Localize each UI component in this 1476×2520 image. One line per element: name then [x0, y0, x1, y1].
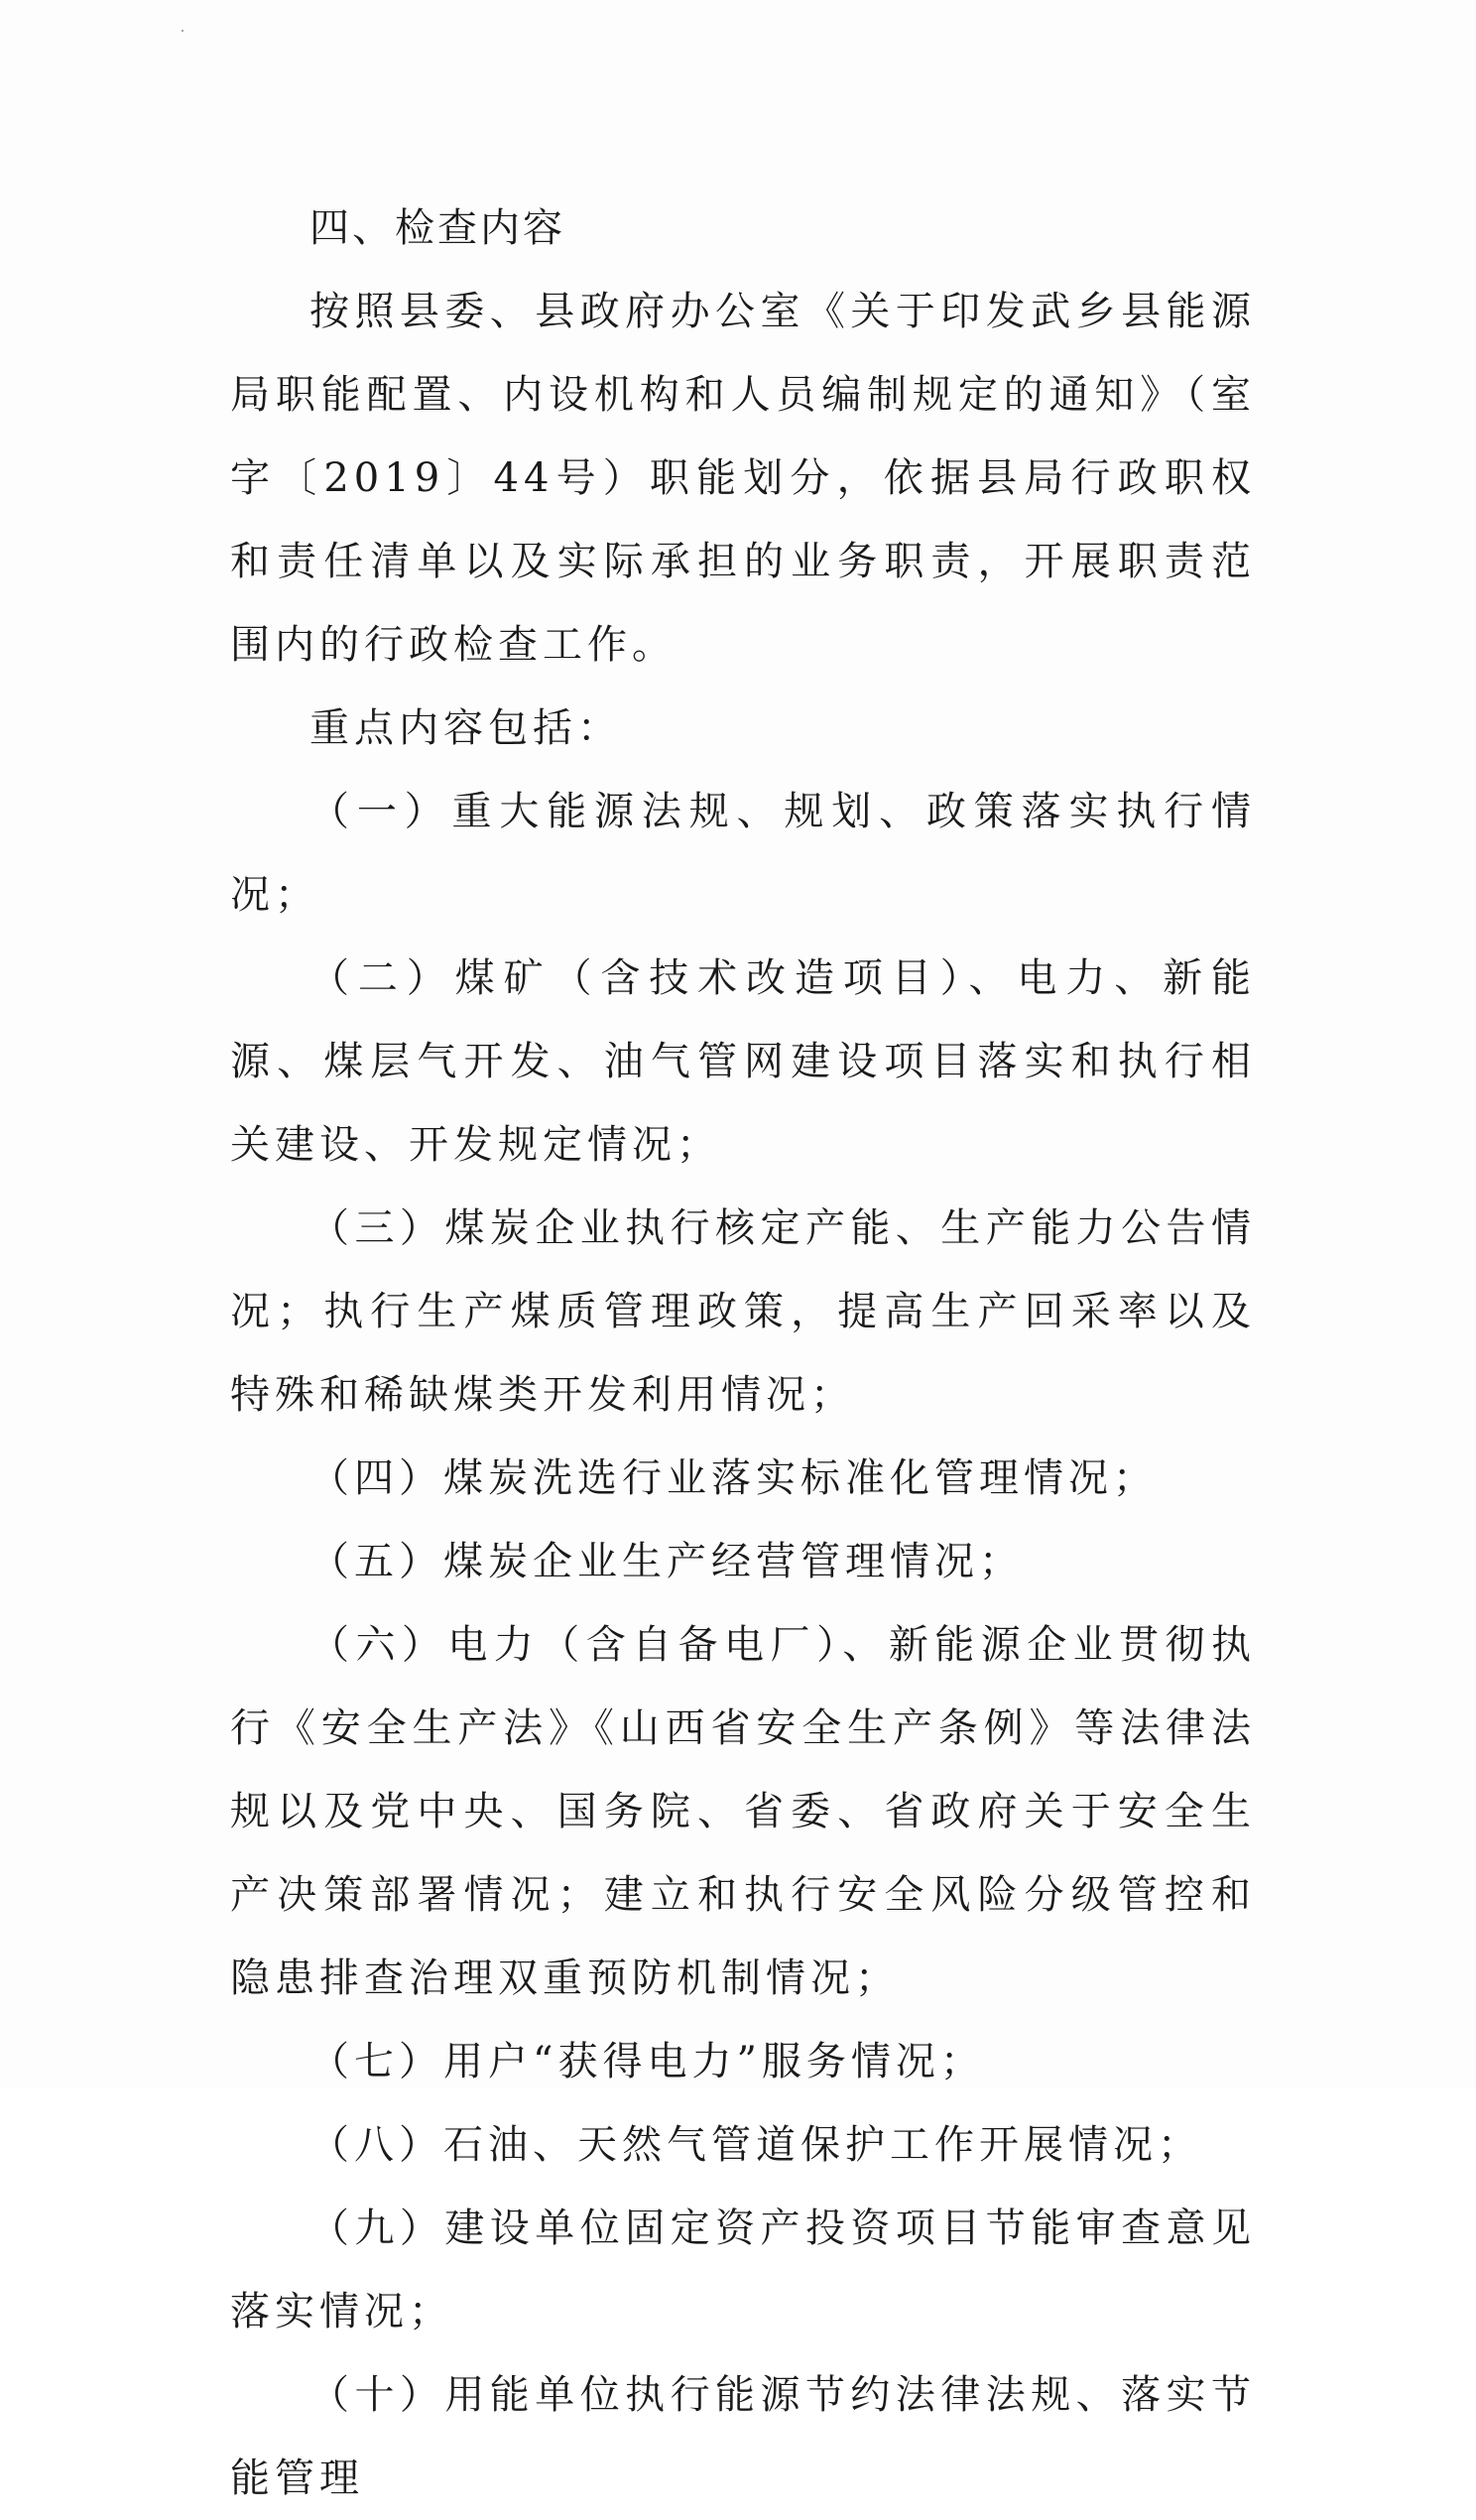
document-body [230, 187, 1256, 2520]
list-item-4: （四）煤炭洗选行业落实标准化管理情况； [309, 1455, 1158, 1501]
list-item-7: （七）用户“获得电力”服务情况； [309, 2039, 985, 2084]
section-heading: 四、检查内容 [309, 205, 565, 251]
list-item-5: （五）煤炭企业生产经营管理情况； [309, 1539, 1024, 1584]
scan-speck [182, 30, 184, 32]
list-item-1: （一）重大能源法规、规划、政策落实执行情况； [230, 789, 1256, 918]
list-item-9: （九）建设单位固定资产投资项目节能审查意见落实情况； [230, 2205, 1256, 2334]
list-item-6: （六）电力（含自备电厂）、新能源企业贯彻执行《安全生产法》《山西省安全生产条例》等法律法规以及党中央、国务院、省委、省政府关于安全生产决策部署情况；建立和执行安全风险分级管控和隐患排查治理双重预防机制情况； [230, 1622, 1256, 2001]
paragraph-key-content-intro: 重点内容包括： [309, 705, 622, 751]
list-item-2: （二）煤矿（含技术改造项目）、电力、新能源、煤层气开发、油气管网建设项目落实和执行相关建设、开发规定情况； [230, 955, 1256, 1168]
list-item-10: （十）用能单位执行能源节约法律法规、落实节能管理 [230, 2372, 1256, 2501]
list-item-8: （八）石油、天然气管道保护工作开展情况； [309, 2122, 1202, 2168]
paragraph-basis: 按照县委、县政府办公室《关于印发武乡县能源局职能配置、内设机构和人员编制规定的通知》（室字〔2019〕44号）职能划分，依据县局行政职权和责任清单以及实际承担的业务职责，开展职责范围内的行政检查工作。 [230, 289, 1256, 668]
list-item-3: （三）煤炭企业执行核定产能、生产能力公告情况；执行生产煤质管理政策，提高生产回采率以及特殊和稀缺煤类开发利用情况； [230, 1205, 1256, 1418]
